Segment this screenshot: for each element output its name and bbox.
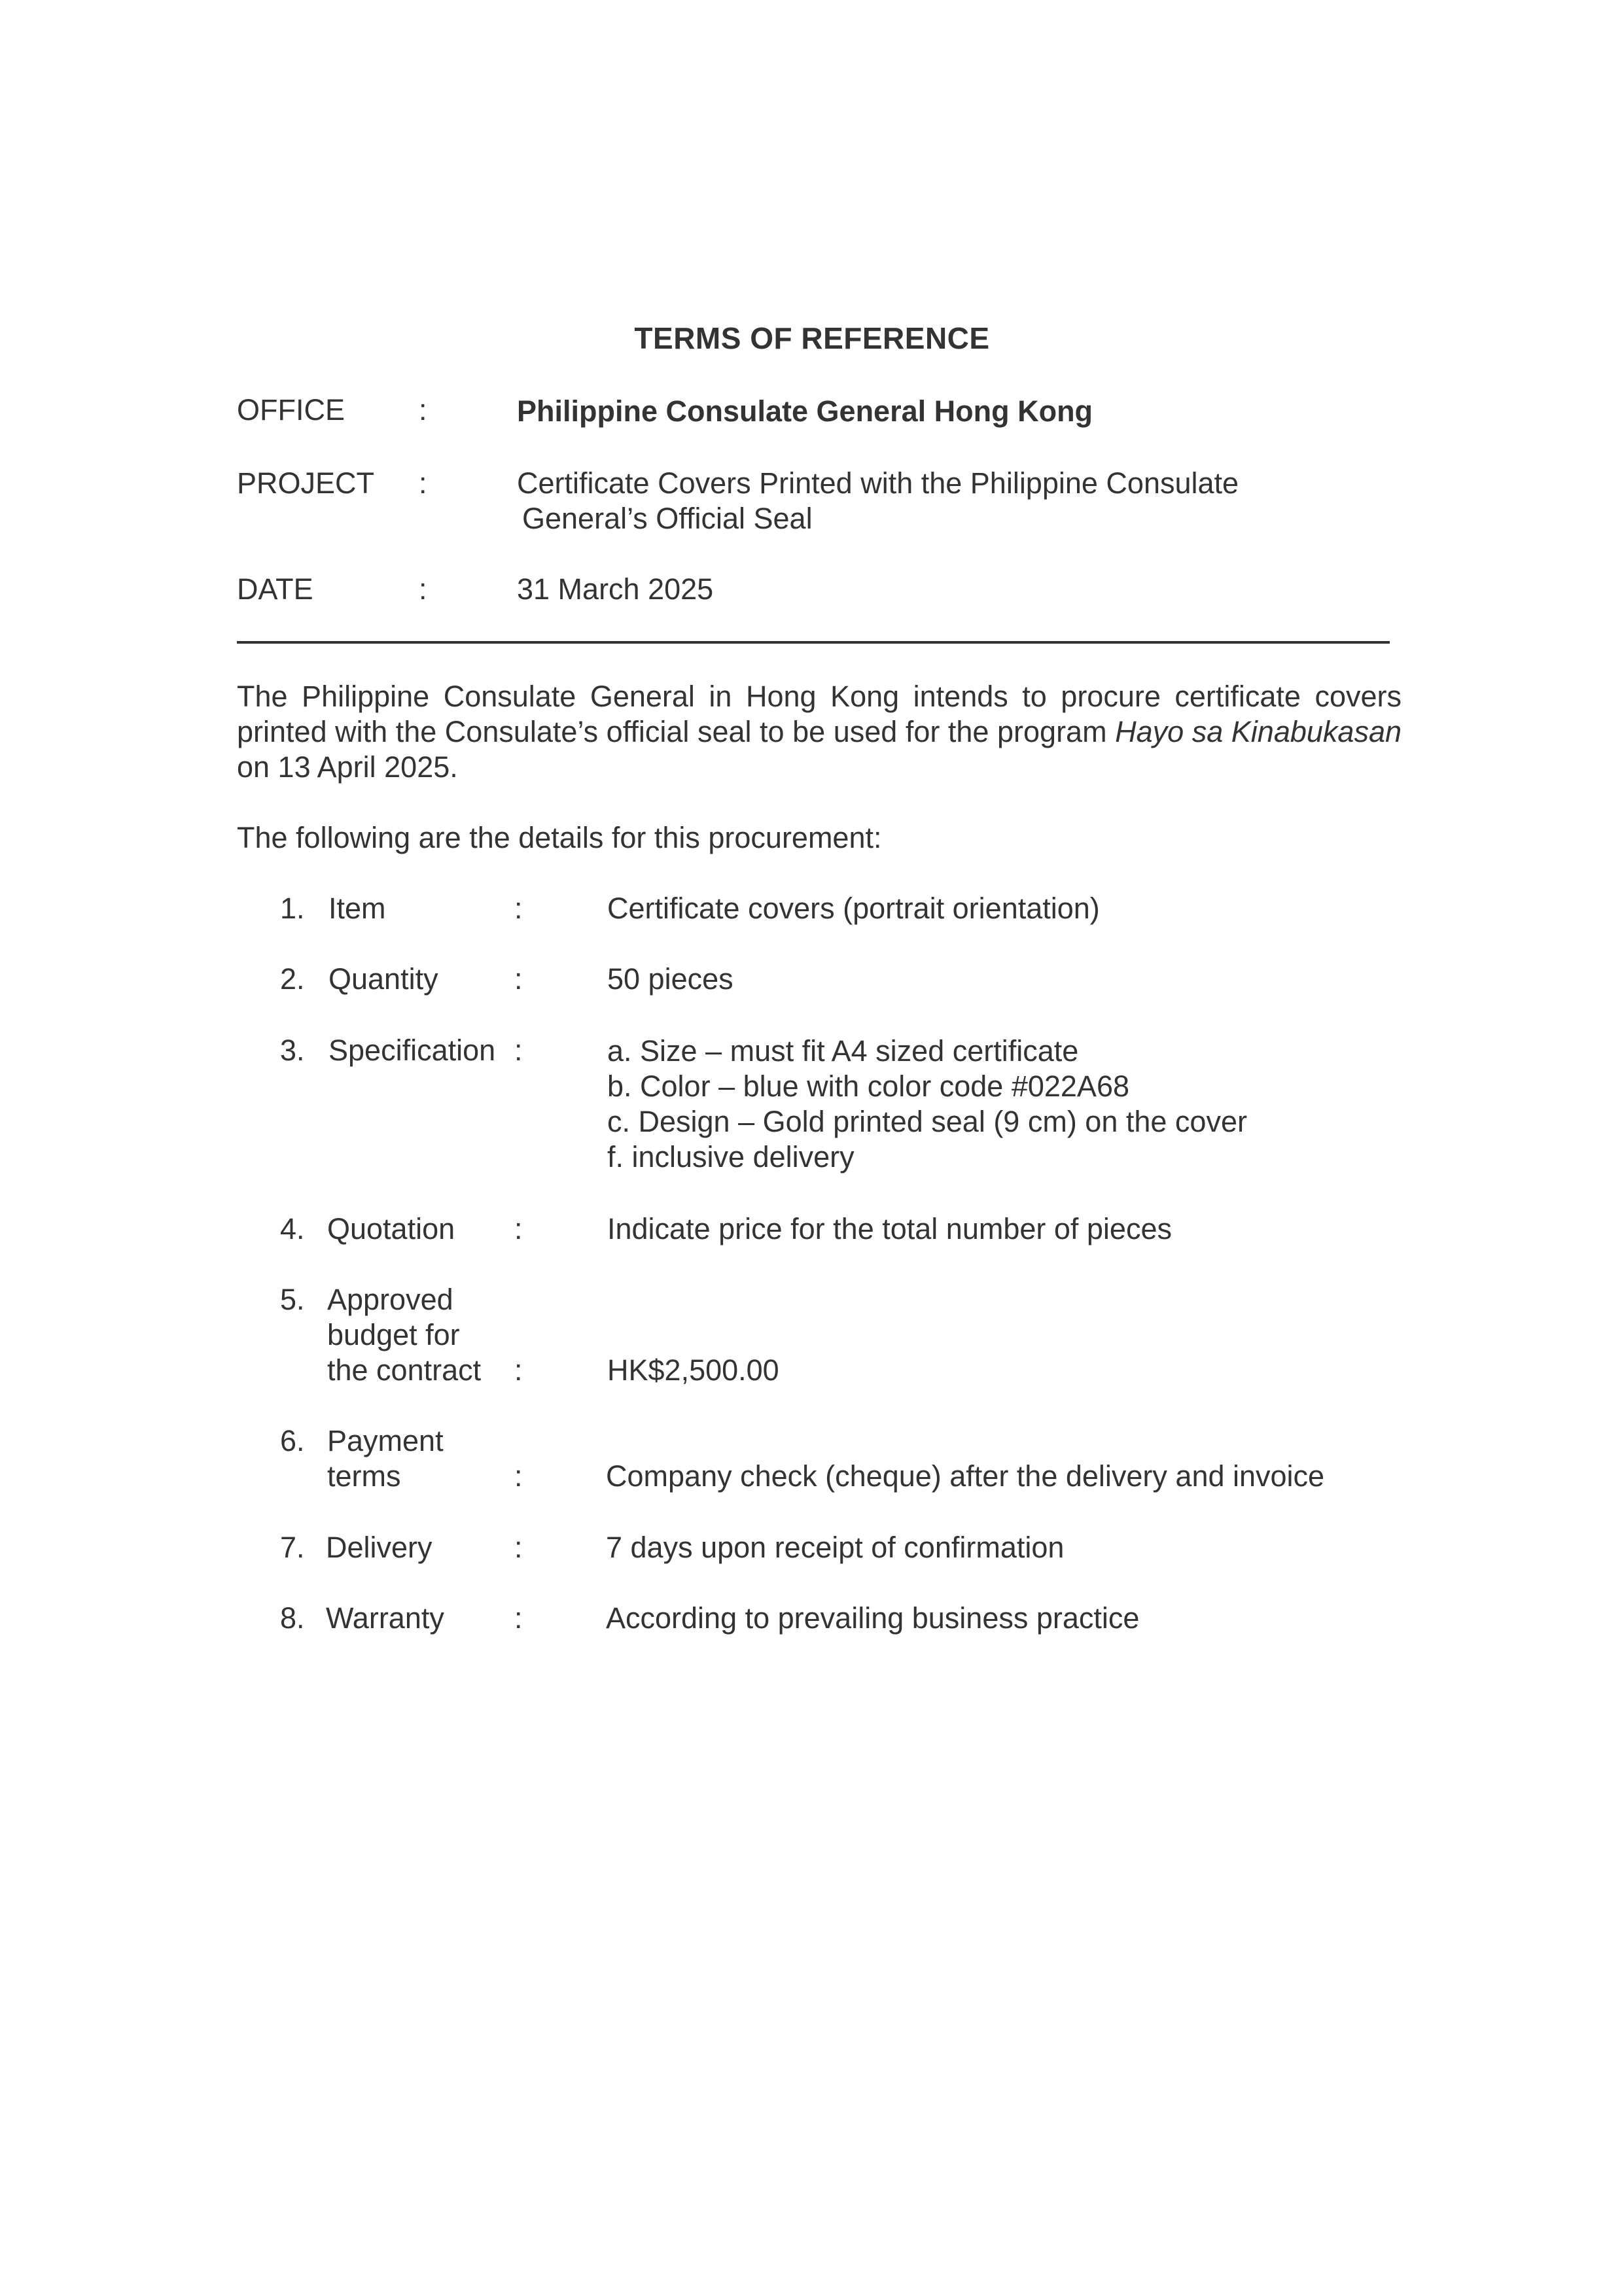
item-number: 7. — [280, 1531, 305, 1564]
date-label: DATE — [237, 572, 313, 606]
intro-paragraph — [237, 679, 1402, 785]
item-value: According to prevailing business practice — [606, 1601, 1140, 1635]
intro-text-before: The Philippine Consulate General in Hong Kong intends to procure certificate covers printed with the Consulate’s official seal to be used for the program — [237, 680, 1402, 748]
item-label-line: terms — [327, 1459, 401, 1493]
date-colon: : — [419, 572, 427, 606]
document-title: TERMS OF REFERENCE — [634, 321, 990, 355]
project-colon: : — [419, 466, 427, 500]
item-colon: : — [514, 1034, 523, 1067]
item-label: Delivery — [326, 1531, 432, 1564]
item-number: 2. — [280, 962, 305, 996]
item-label: Quantity — [328, 962, 438, 996]
spec-line-design: c. Design – Gold printed seal (9 cm) on the cover — [607, 1105, 1247, 1138]
item-label: Warranty — [326, 1601, 444, 1635]
item-value: 7 days upon receipt of confirmation — [606, 1531, 1065, 1564]
item-number: 4. — [280, 1212, 305, 1245]
office-value: Philippine Consulate General Hong Kong — [517, 394, 1093, 428]
item-label: Specification — [328, 1034, 496, 1067]
item-value: Certificate covers (portrait orientation) — [607, 892, 1100, 925]
item-number: 1. — [280, 892, 305, 925]
item-value: HK$2,500.00 — [607, 1353, 779, 1387]
item-number: 8. — [280, 1601, 305, 1635]
item-label: Item — [328, 892, 386, 925]
item-colon: : — [514, 1531, 523, 1564]
item-value: Company check (cheque) after the delivery and invoice — [606, 1459, 1325, 1493]
item-colon: : — [514, 1459, 523, 1493]
item-label: Quotation — [327, 1212, 455, 1245]
spec-line-color: b. Color – blue with color code #022A68 — [607, 1070, 1130, 1103]
item-colon: : — [514, 1353, 523, 1387]
item-label-line: Approved — [327, 1283, 453, 1316]
details-lead: The following are the details for this procurement: — [237, 821, 882, 854]
item-number: 3. — [280, 1034, 305, 1067]
item-label-line: Payment — [327, 1424, 444, 1457]
item-number: 5. — [280, 1283, 305, 1316]
project-value-line1: Certificate Covers Printed with the Philippine Consulate — [517, 466, 1239, 500]
item-colon: : — [514, 1601, 523, 1635]
item-number: 6. — [280, 1424, 305, 1457]
office-label: OFFICE — [237, 393, 345, 426]
intro-text-after: on 13 April 2025. — [237, 750, 458, 784]
spec-line-size: a. Size – must fit A4 sized certificate — [607, 1034, 1079, 1068]
item-value: 50 pieces — [607, 962, 733, 996]
item-label-line: budget for — [327, 1318, 460, 1351]
date-value: 31 March 2025 — [517, 572, 714, 606]
item-colon: : — [514, 1212, 523, 1245]
project-label: PROJECT — [237, 466, 375, 500]
item-value: Indicate price for the total number of pieces — [607, 1212, 1172, 1245]
header-divider — [237, 641, 1390, 644]
item-colon: : — [514, 962, 523, 996]
project-value-line2: General’s Official Seal — [522, 502, 813, 535]
program-name: Hayo sa Kinabukasan — [1115, 715, 1402, 748]
item-label-line: the contract — [327, 1353, 482, 1387]
item-colon: : — [514, 892, 523, 925]
spec-line-delivery: f. inclusive delivery — [607, 1140, 855, 1174]
office-colon: : — [419, 393, 427, 426]
